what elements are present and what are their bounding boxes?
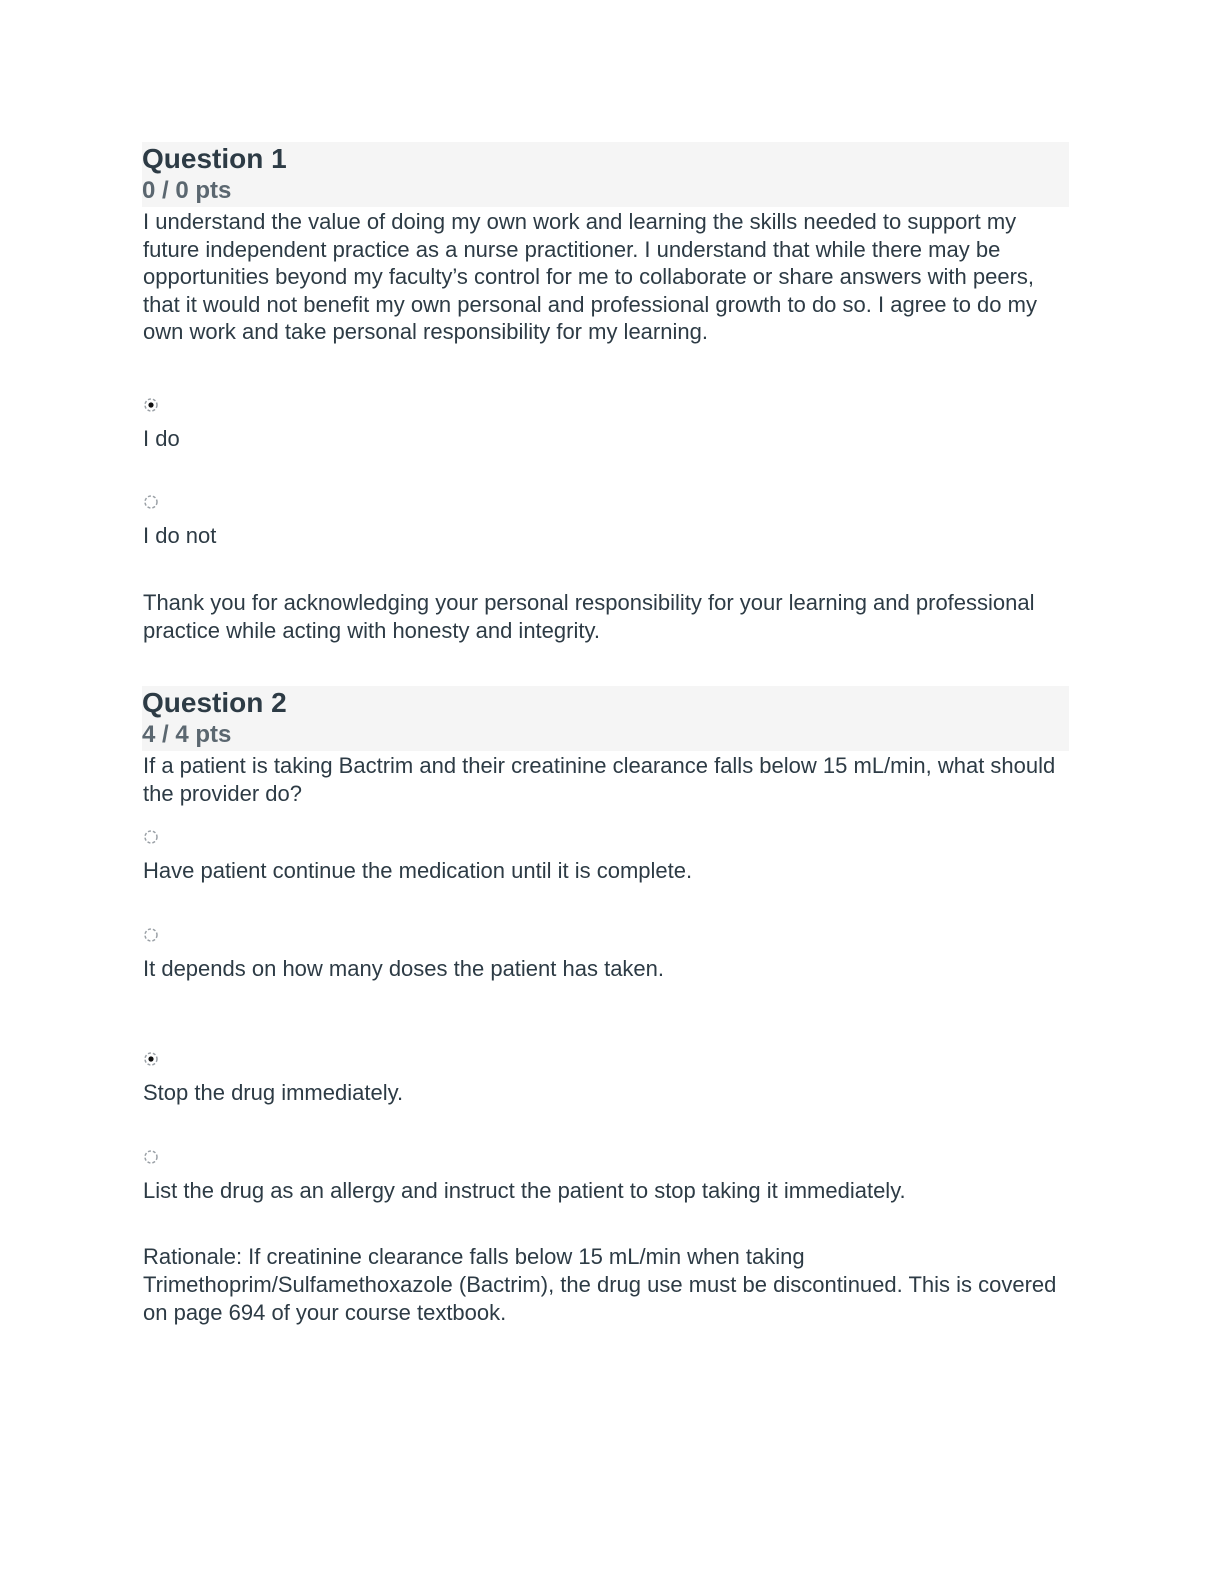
- radio-selected-icon[interactable]: [143, 397, 157, 411]
- question-1: [143, 142, 1069, 644]
- answer-feedback: Thank you for acknowledging your personal responsibility for your learning and professional practice while acting with honesty and integrity.: [143, 589, 1035, 643]
- radio-selected-icon[interactable]: [143, 1051, 157, 1065]
- answer-label: I do not: [143, 522, 217, 548]
- answer-option[interactable]: [143, 829, 1069, 884]
- quiz-results: [143, 142, 1069, 1326]
- question-points: 0 / 0 pts: [142, 177, 232, 204]
- question-text: If a patient is taking Bactrim and their creatinine clearance falls below 15 mL/min, what should the provider do?: [143, 753, 1056, 806]
- radio-unselected-icon[interactable]: [143, 1149, 157, 1163]
- answer-label: It depends on how many doses the patient has taken.: [143, 956, 665, 982]
- question-header: [142, 686, 1069, 751]
- question-header: [142, 142, 1069, 207]
- answer-option[interactable]: [143, 494, 1069, 549]
- answer-option[interactable]: [143, 397, 1069, 452]
- question-2: [143, 686, 1069, 1326]
- radio-unselected-icon[interactable]: [143, 829, 157, 843]
- question-text: I understand the value of doing my own work and learning the skills needed to support my future independent practice as a nurse practitioner. I understand that while there may be opportunities beyond my faculty’s control for me to collaborate or share answers with peers, that it would not benefit my own personal and professional growth to do so. I agree to do my own work and take personal responsibility for my learning.: [143, 209, 1037, 345]
- question-points: 4 / 4 pts: [142, 721, 232, 749]
- answer-label: List the drug as an allergy and instruct the patient to stop taking it immediately.: [143, 1178, 906, 1204]
- answer-option[interactable]: [143, 1051, 1069, 1106]
- question-title: Question 2: [142, 687, 287, 719]
- answer-option[interactable]: [143, 1149, 1069, 1204]
- radio-unselected-icon[interactable]: [143, 494, 157, 508]
- answer-label: Have patient continue the medication until it is complete.: [143, 858, 693, 884]
- answer-label: I do: [143, 425, 180, 451]
- answer-option[interactable]: [143, 927, 1069, 982]
- answer-label: Stop the drug immediately.: [143, 1080, 404, 1106]
- radio-unselected-icon[interactable]: [143, 927, 157, 941]
- question-title: Question 1: [142, 143, 287, 174]
- answer-feedback: Rationale: If creatinine clearance falls below 15 mL/min when taking Trimethoprim/Sulfamethoxazole (Bactrim), the drug use must be discontinued. This is covered on page 694 of your course textbook.: [143, 1244, 1057, 1325]
